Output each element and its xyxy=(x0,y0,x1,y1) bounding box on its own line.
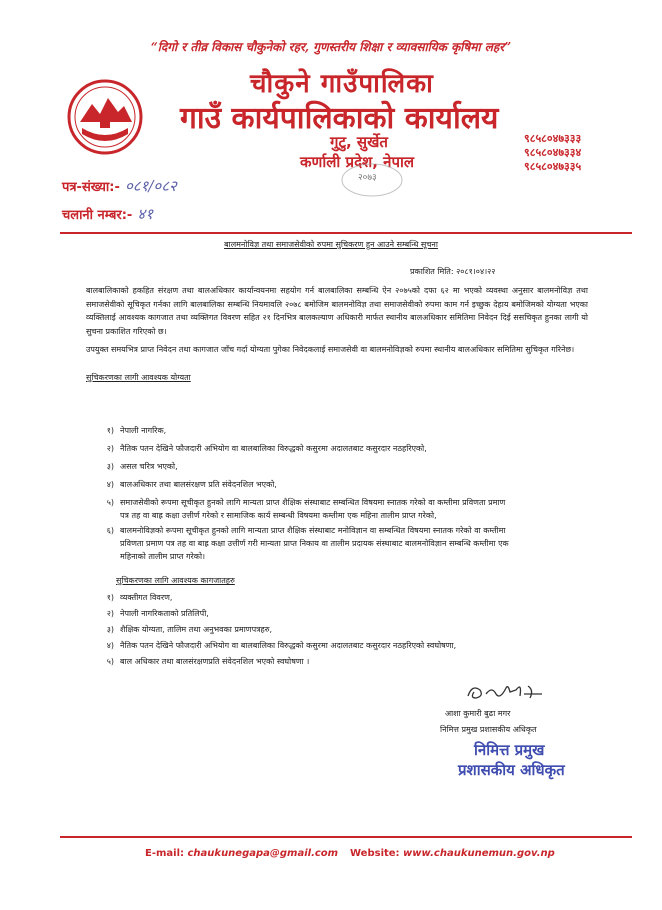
office-name: गाउँ कार्यपालिकाको कार्यालय xyxy=(180,101,499,136)
item-text: समाजसेवीको रूपमा सूचीकृत हुनको लागि मान्यता प्राप्त शैक्षिक संस्थाबाट सम्बन्धित विषयमा स्नातक गरेको वा कम्तीमा प्रविणता प्रमाण xyxy=(120,498,506,507)
office-province: कर्णाली प्रदेश, नेपाल xyxy=(300,153,415,171)
office-stamp xyxy=(340,158,404,198)
phone-list xyxy=(524,132,581,174)
item-number: ४) xyxy=(106,480,114,489)
slogan: “दिगो र तीव्र विकास चौकुनेको रहर, गुणस्तरीय शिक्षा र व्यावसायिक कृषिमा लहर” xyxy=(150,40,512,54)
dispatch-label: चलानी नम्बर:- xyxy=(62,208,133,223)
item-text: नेपाली नागरिकताको प्रतिलिपी, xyxy=(120,609,209,618)
notice-paragraph: उपयुक्त समयभित्र प्राप्त निवेदन तथा कागजात जाँच गर्दा योग्यता पुगेका निवेदकलाई समाजसेवी वा बालमनोविज्ञको रुपमा स्थानीय बालअधिकार समितिमा सुचिकृत गरिनेछ। xyxy=(86,345,575,354)
office-location: गुटु, सुर्खेत xyxy=(330,133,388,151)
stamp-year: २०७३ xyxy=(358,173,377,183)
item-text: व्यक्तीगत विवरण, xyxy=(120,593,173,602)
item-number: ५) xyxy=(106,657,114,666)
item-text: महिनाको तालीम प्राप्त गरेको। xyxy=(120,552,206,561)
item-text: शैक्षिक योग्यता, तालिम तथा अनुभवका प्रमाणपत्रहरु, xyxy=(120,625,273,634)
footer-divider xyxy=(60,836,632,838)
item-number: ४) xyxy=(106,641,114,650)
signatory-role: निमित्त प्रमुख प्रशासकीय अधिकृत xyxy=(440,725,537,734)
documents-heading: सुचिकरणका लागि आवश्यक कागजातहरु xyxy=(116,576,235,585)
publish-date: प्रकाशित मिति: २०८१।०४।२२ xyxy=(410,267,496,276)
item-text: बाल अधिकार तथा बालसंरक्षणप्रति संवेदनशिल भएको स्वघोषणा । xyxy=(120,657,310,666)
municipality-name: चौकुने गाउँपालिका xyxy=(250,69,434,99)
email-label: E-mail: xyxy=(145,848,185,859)
signatory-name: आशा कुमारी बुढा मगर xyxy=(445,709,511,718)
website-link[interactable]: www.chaukunemun.gov.np xyxy=(403,848,555,859)
header-divider xyxy=(60,232,632,234)
item-number: ६) xyxy=(106,526,114,535)
item-number: १) xyxy=(106,593,114,602)
website-label: Website: xyxy=(350,848,400,859)
item-text: बालअधिकार तथा बालसंरक्षण प्रति संवेदनशिल भएको, xyxy=(120,480,277,489)
item-text: बालमनोविज्ञको रूपमा सूचीकृत हुनको लागि मान्यता प्राप्त शैक्षिक संस्थाबाट मनोविज्ञान वा सम्बन्धित विषयमा स्नातक गरेको वा कम्तीमा xyxy=(120,526,506,535)
item-number: ५) xyxy=(106,498,114,507)
ref-value: ०८१/०८२ xyxy=(124,177,177,195)
qualifications-heading: सुचिकरणका लागी आवश्यक योग्यता xyxy=(86,373,191,382)
nepal-emblem-logo xyxy=(66,78,144,156)
notice-subject: बालमनोविज्ञ तथा समाजसेवीको रुपमा सुचिकरण हुन आउने सम्बन्धि सूचना xyxy=(224,240,438,249)
phone-number: ९८५८०४७३३३ xyxy=(524,132,582,145)
item-text: नेपाली नागरिक, xyxy=(120,426,167,435)
email-link[interactable]: chaukunegapa@gmail.com xyxy=(187,848,339,859)
seal-line-1: निमित्त प्रमुख xyxy=(474,741,545,759)
item-text: प्रविणता प्रमाण पत्र तह वा बाह्र कक्षा उत्तीर्ण गरी मान्यता प्राप्त निकाय वा तालीम प्रदायक संस्थाबाट बालमनोविज्ञान सम्बन्धि कम्तीमा एक xyxy=(120,539,509,548)
phone-number: ९८५८०४७३३४ xyxy=(524,146,582,159)
item-number: १) xyxy=(106,426,114,435)
item-text: पत्र तह वा बाह्र कक्षा उत्तीर्ण गरेको र सामाजिक कार्य सम्बन्धी विषयमा कम्तीमा एक महिना तालीम प्राप्त गरेको, xyxy=(120,511,437,520)
item-text: नैतिक पतन देखिने फौजदारी अभियोग वा बालबालिका विरुद्धको कसुरमा अदालतबाट कसुरदार नठहरिएको स्वघोषणा, xyxy=(120,641,457,650)
reference-number xyxy=(62,176,177,196)
footer-email xyxy=(145,848,338,859)
phone-number: ९८५८०४७३३५ xyxy=(524,160,582,173)
ref-label: पत्र-संख्या:- xyxy=(62,180,120,195)
item-text: नैतिक पतन देखिने फौजदारी अभियोग वा बालबालिका विरुद्धको कसुरमा अदालतबाट कसुरदार नठहरिएको, xyxy=(120,444,427,453)
item-text: असल चरित्र भएको, xyxy=(120,462,178,471)
item-number: २) xyxy=(106,609,114,618)
footer-website xyxy=(350,848,555,859)
item-number: २) xyxy=(106,444,114,453)
notice-paragraph: बालबालिकाको हकहित संरक्षण तथा बालअधिकार कार्यान्वयनमा सहयोग गर्न बालबालिका सम्बन्धि ऐन २०७५को दफा ६२ मा भएको व्यवस्था अनुसार बालमनोविज्ञ तथा समाजसेवीको सूचिकृत गर्नका लागि बालबालिका सम्बन्धि नियमावलि २०७८ बमोजिम बालमनोविज्ञ तथा समाजसेवीको रुपमा काम गर्न इच्छुक देहाय बमोजिमको योग्यता भएका व्यक्तिलाई आवश्यक कागजात तथा व्यक्तिगत विवरण सहित २१ दिनभित्र बालकल्याण अधिकारी मार्फत स्थानीय बालअधिकार समितिमा निवेदन दिई ससचिकृत हुनका लागी यो सुचना प्रकाशित गरिएको छ। xyxy=(86,286,588,336)
handwritten-signature xyxy=(462,676,552,706)
dispatch-value: ४१ xyxy=(137,205,154,223)
item-number: ३) xyxy=(106,625,114,634)
item-number: ३) xyxy=(106,462,114,471)
dispatch-number xyxy=(62,204,153,224)
seal-line-2: प्रशासकीय अधिकृत xyxy=(458,761,565,779)
